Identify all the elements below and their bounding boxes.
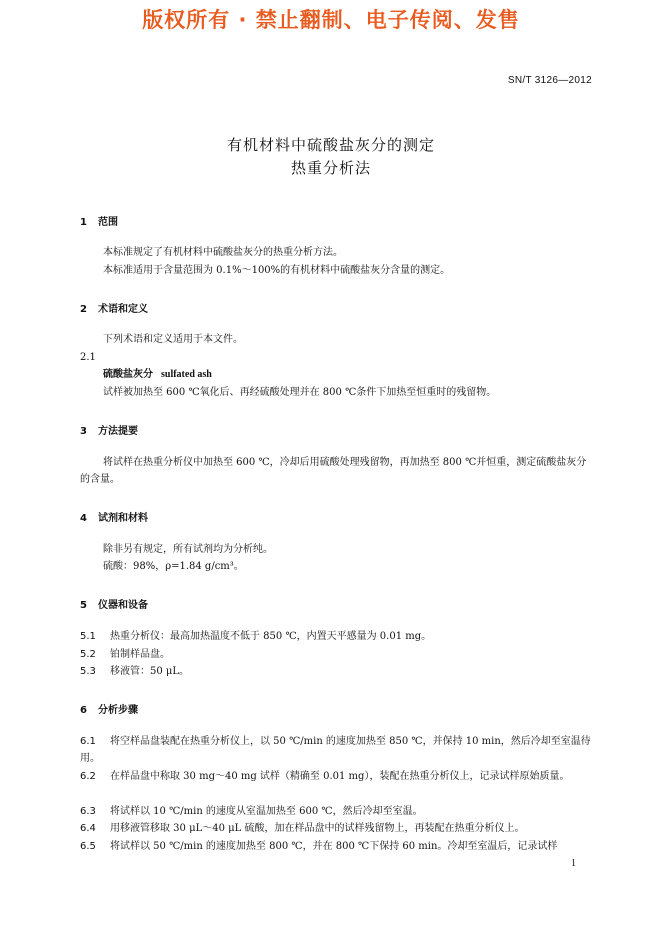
paragraph: 本标准规定了有机材料中硫酸盐灰分的热重分析方法。 (103, 247, 343, 258)
paragraph: 将试样在热重分析仪中加热至 600 ℃，冷却后用硫酸处理残留物，再加热至 800 ℃并恒重，测定硫酸盐灰分的含量。 (80, 457, 587, 485)
clause-number: 2.1 (80, 352, 96, 363)
term-chinese: 硫酸盐灰分 (103, 369, 153, 380)
clause-item (80, 628, 431, 645)
section-title: 仪器和设备 (98, 600, 148, 611)
page-number: 1 (571, 858, 576, 869)
section-title: 术语和定义 (98, 304, 148, 315)
clause-text: 将试样以 10 ℃/min 的速度从室温加热至 600 ℃，然后冷却至室温。 (110, 806, 423, 817)
clause-number: 6.4 (80, 823, 96, 834)
section-number: 4 (80, 513, 87, 524)
clause-item (80, 733, 596, 767)
clause-text: 用移液管移取 30 μL～40 μL 硫酸，加在样品盘中的试样残留物上，再装配在热重分析仪上。 (110, 823, 525, 834)
section-title: 试剂和材料 (98, 513, 148, 524)
clause-item (80, 838, 557, 855)
clause-number: 6.1 (80, 736, 96, 747)
paragraph: 下列术语和定义适用于本文件。 (103, 334, 243, 345)
section-heading-procedure (80, 701, 138, 716)
clause-number: 5.2 (80, 649, 96, 660)
section-number: 6 (80, 705, 87, 716)
section-number: 3 (80, 426, 87, 437)
clause-number: 5.1 (80, 631, 96, 642)
paragraph: 除非另有规定，所有试剂均为分析纯。 (103, 544, 273, 555)
standard-number: SN/T 3126—2012 (507, 75, 592, 86)
clause-text: 铂制样品盘。 (110, 649, 170, 660)
clause-item (80, 803, 423, 820)
clause-text: 将试样以 50 ℃/min 的速度加热至 800 ℃，并在 800 ℃下保持 60 min。冷却至室温后，记录试样 (110, 841, 558, 852)
term-definition: 试样被加热至 600 ℃氧化后、再经硫酸处理并在 800 ℃条件下加热至恒重时的残留物。 (103, 387, 497, 398)
clause-number: 6.5 (80, 841, 96, 852)
clause-item (80, 768, 596, 785)
section-heading-apparatus (80, 596, 148, 611)
clause-item (80, 820, 524, 837)
section-number: 2 (80, 304, 87, 315)
section-title: 方法提要 (98, 426, 138, 437)
section-title: 范围 (98, 217, 118, 228)
clause-item (80, 646, 170, 663)
clause-number: 6.2 (80, 771, 96, 782)
section-heading-scope (80, 213, 118, 228)
section-heading-terms (80, 300, 148, 315)
clause-text: 热重分析仪：最高加热温度不低于 850 ℃，内置天平感量为 0.01 mg。 (110, 631, 432, 642)
section-heading-principle (80, 422, 138, 437)
clause-item (80, 663, 189, 680)
clause-text: 移液管：50 μL。 (110, 666, 190, 677)
document-subtitle: 热重分析法 (290, 159, 371, 177)
section-title: 分析步骤 (98, 705, 138, 716)
paragraph: 本标准适用于含量范围为 0.1%～100%的有机材料中硫酸盐灰分含量的测定。 (103, 265, 451, 276)
term-english: sulfated ash (161, 369, 212, 380)
document-title: 有机材料中硫酸盐灰分的测定 (226, 136, 435, 154)
section-number: 5 (80, 600, 87, 611)
section-number: 1 (80, 217, 87, 228)
section-heading-reagents (80, 509, 148, 524)
clause-number: 5.3 (80, 666, 96, 677)
term-entry (103, 366, 212, 383)
clause-text: 将空样品盘装配在热重分析仪上，以 50 ℃/min 的速度加热至 850 ℃，并保持 10 min，然后冷却至室温待用。 (80, 736, 591, 764)
copyright-watermark: 版权所有 · 禁止翻制、电子传阅、发售 (142, 8, 520, 32)
clause-number: 6.3 (80, 806, 96, 817)
paragraph: 硫酸：98%，ρ=1.84 g/cm³。 (103, 561, 244, 572)
clause-text: 在样品盘中称取 30 mg～40 mg 试样（精确至 0.01 mg），装配在热重分析仪上，记录试样原始质量。 (110, 771, 570, 782)
